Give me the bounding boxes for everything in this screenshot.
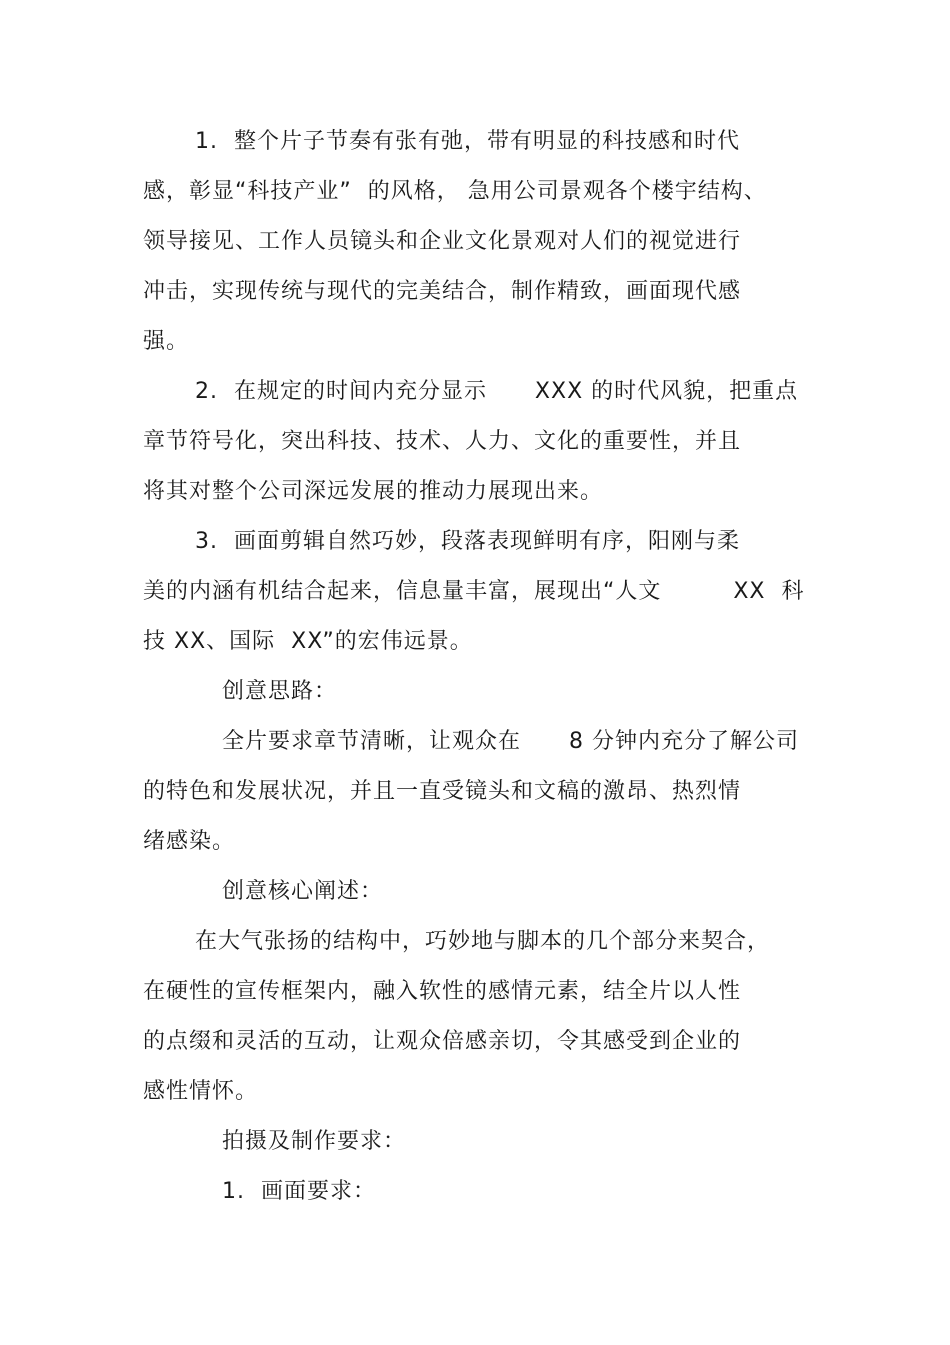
paragraph-3-line-2: 美的内涵有机结合起来，信息量丰富，展现出“人文 XX 科 — [143, 579, 805, 604]
list-item-picture-requirements: 1. 画面要求： — [222, 1179, 376, 1204]
heading-creative-idea: 创意思路： — [222, 679, 338, 704]
paragraph-1-line-4: 冲击，实现传统与现代的完美结合，制作精致，画面现代感 — [143, 279, 742, 304]
paragraph-5-line-3: 的点缀和灵活的互动，让观众倍感亲切，令其感受到企业的 — [143, 1029, 742, 1054]
paragraph-5-line-4: 感性情怀。 — [143, 1079, 259, 1104]
paragraph-1-line-5: 强。 — [143, 329, 190, 354]
paragraph-4-line-2: 的特色和发展状况，并且一直受镜头和文稿的激昂、热烈情 — [143, 779, 742, 804]
paragraph-4-line-1: 全片要求章节清晰，让观众在 8 分钟内充分了解公司 — [222, 729, 799, 754]
paragraph-3-line-3: 技 XX、国际 XX”的宏伟远景。 — [143, 629, 473, 654]
paragraph-2-line-2: 章节符号化，突出科技、技术、人力、文化的重要性，并且 — [143, 429, 742, 454]
paragraph-5-line-2: 在硬性的宣传框架内，融入软性的感情元素，结全片以人性 — [143, 979, 742, 1004]
paragraph-4-line-3: 绪感染。 — [143, 829, 236, 854]
paragraph-1-line-3: 领导接见、工作人员镜头和企业文化景观对人们的视觉进行 — [143, 229, 742, 254]
paragraph-5-line-1: 在大气张扬的结构中，巧妙地与脚本的几个部分来契合， — [195, 929, 771, 954]
paragraph-1-line-2: 感，彰显“科技产业” 的风格， 急用公司景观各个楼宇结构、 — [143, 179, 767, 204]
heading-creative-core: 创意核心阐述： — [222, 879, 384, 904]
heading-production-requirements: 拍摄及制作要求： — [222, 1129, 407, 1154]
paragraph-3-line-1: 3. 画面剪辑自然巧妙，段落表现鲜明有序，阳刚与柔 — [195, 529, 740, 554]
paragraph-1-line-1: 1. 整个片子节奏有张有弛，带有明显的科技感和时代 — [195, 129, 740, 154]
paragraph-2-line-1: 2. 在规定的时间内充分显示 XXX 的时代风貌，把重点 — [195, 379, 799, 404]
paragraph-2-line-3: 将其对整个公司深远发展的推动力展现出来。 — [143, 479, 604, 504]
